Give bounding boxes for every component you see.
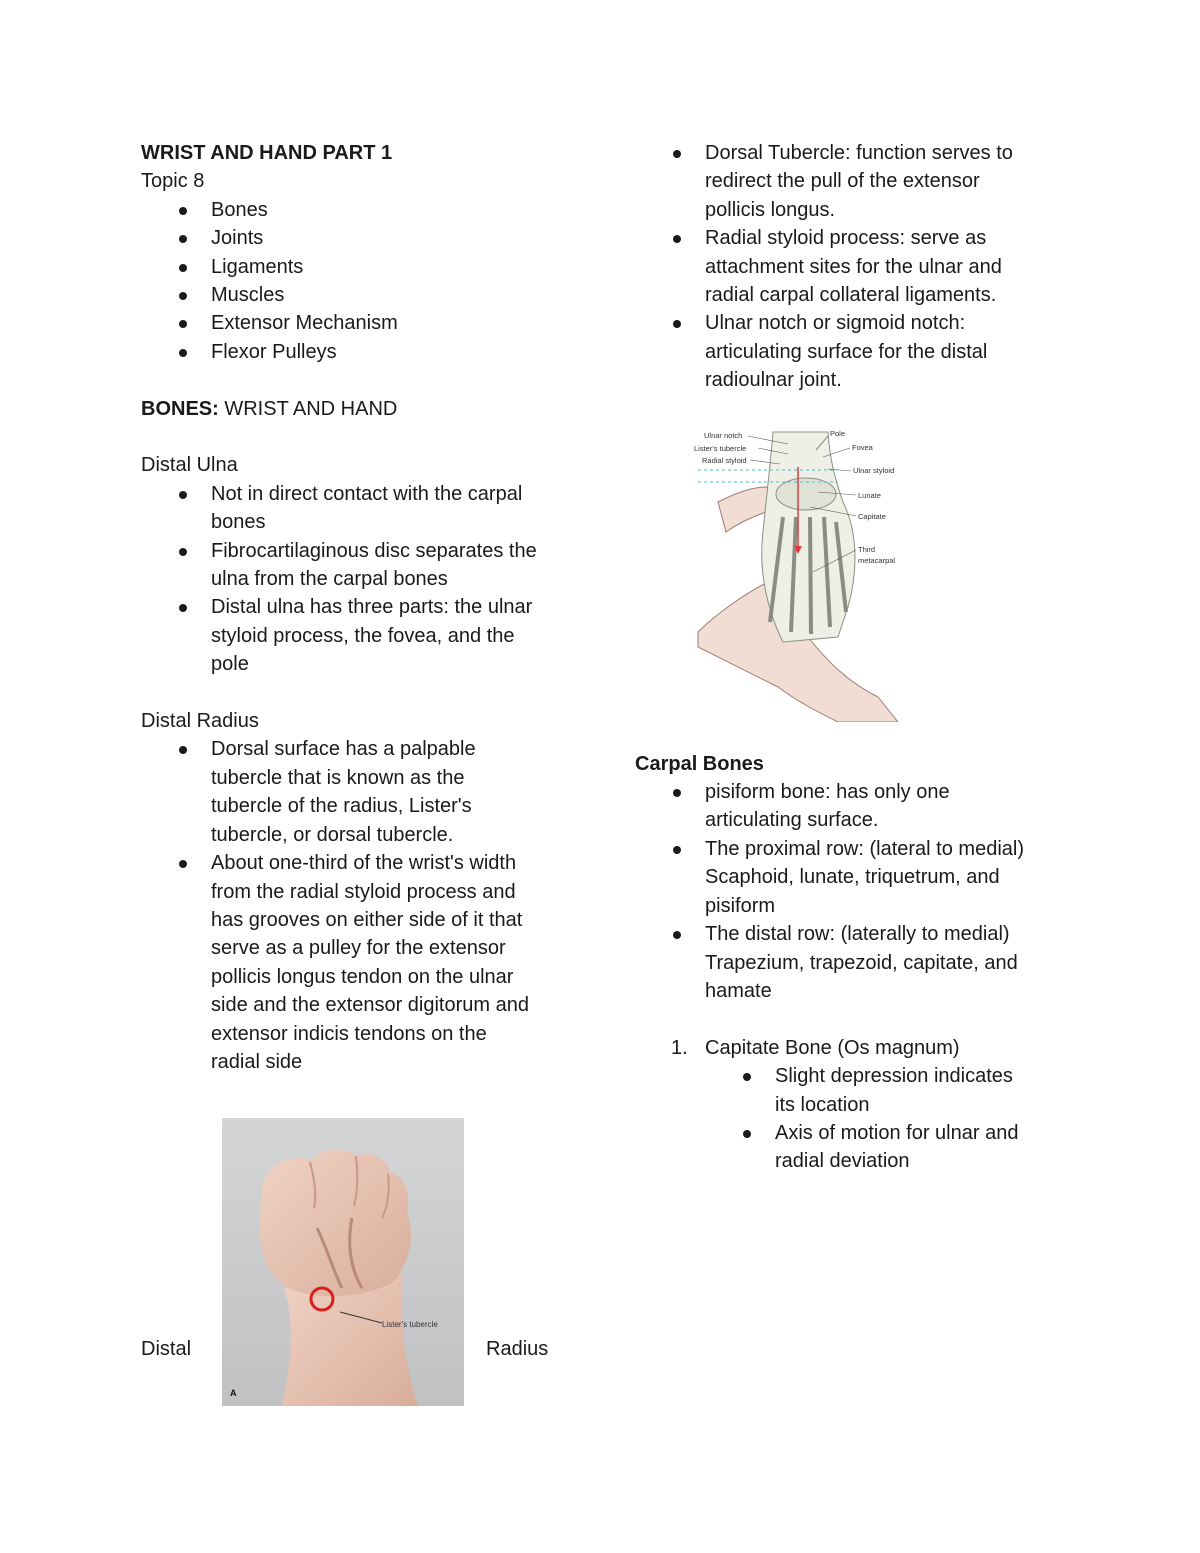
- list-item: pisiform bone: has only one articulating surface.: [635, 778, 1075, 835]
- carpal-numbered-list: [635, 1034, 1075, 1176]
- topic-list: [141, 196, 581, 366]
- figure-label: Radial styloid: [702, 456, 747, 465]
- carpal-bones-list: [635, 778, 1075, 1005]
- hand-skeleton-illustration: [688, 422, 918, 722]
- list-item: Dorsal surface has a palpable tubercle that is known as the tubercle of the radius, Lister's tubercle, or dorsal tubercle.: [141, 735, 581, 849]
- distal-ulna-list: [141, 480, 581, 679]
- page-title: WRIST AND HAND PART 1: [141, 142, 393, 164]
- list-item: Ulnar notch or sigmoid notch: articulating surface for the distal radioulnar joint.: [635, 309, 1075, 394]
- figure-label: Lister's tubercle: [382, 1320, 438, 1329]
- list-item: Not in direct contact with the carpal bones: [141, 480, 581, 537]
- list-item: Joints: [141, 224, 581, 252]
- list-item: Distal ulna has three parts: the ulnar styloid process, the fovea, and the pole: [141, 593, 581, 678]
- list-item: Flexor Pulleys: [141, 338, 581, 366]
- distal-radius-features-list: [635, 139, 1075, 395]
- list-item: Extensor Mechanism: [141, 309, 581, 337]
- figure-caption-left: Distal: [141, 1338, 192, 1360]
- carpal-bones-heading: Carpal Bones: [635, 752, 764, 775]
- list-item: The distal row: (laterally to medial) Trapezium, trapezoid, capitate, and hamate: [635, 920, 1075, 1005]
- figure-label: Capitate: [858, 512, 886, 521]
- figure-label: Pole: [830, 429, 846, 438]
- figure-label: Fovea: [852, 443, 873, 452]
- figure-label: Ulnar styloid: [853, 466, 895, 475]
- list-item: Ligaments: [141, 253, 581, 281]
- distal-radius-heading: Distal Radius: [141, 710, 259, 733]
- list-item: Bones: [141, 196, 581, 224]
- distal-radius-list: [141, 735, 581, 1076]
- figure-label: Lunate: [858, 491, 881, 500]
- figure-label: Lister's tubercle: [694, 444, 747, 453]
- list-item: Muscles: [141, 281, 581, 309]
- listers-tubercle-photo: [222, 1118, 464, 1406]
- figure-caption-right: Radius: [486, 1338, 549, 1360]
- section-heading-bones: BONES: WRIST AND HAND: [141, 397, 398, 420]
- distal-ulna-heading: Distal Ulna: [141, 454, 238, 477]
- list-item: The proximal row: (lateral to medial) Scaphoid, lunate, triquetrum, and pisiform: [635, 835, 1075, 920]
- list-item: Axis of motion for ulnar and radial deviation: [635, 1119, 1075, 1176]
- list-item: Radial styloid process: serve as attachment sites for the ulnar and radial carpal collateral ligaments.: [635, 224, 1075, 309]
- figure-label: metacarpal: [858, 556, 896, 565]
- list-item: Fibrocartilaginous disc separates the ulna from the carpal bones: [141, 537, 581, 594]
- figure-label: Ulnar notch: [704, 431, 743, 440]
- list-item: Dorsal Tubercle: function serves to redirect the pull of the extensor pollicis longus.: [635, 139, 1075, 224]
- list-item: About one-third of the wrist's width from the radial styloid process and has grooves on either side of it that serve as a pulley for the extensor pollicis longus tendon on the ulnar side and the extensor digitorum and extensor indicis tendons on the radial side: [141, 849, 581, 1076]
- topic-label: Topic 8: [141, 170, 205, 193]
- left-column: [141, 139, 581, 1076]
- list-item: 1. Capitate Bone (Os magnum) Slight depression indicates its location Axis of motion for ulnar and radial deviation: [635, 1034, 1075, 1176]
- figure-label: Third: [858, 545, 876, 554]
- figure-panel-letter: A: [230, 1388, 237, 1398]
- list-item: Slight depression indicates its location: [635, 1062, 1075, 1119]
- capitate-sublist: [635, 1062, 1075, 1176]
